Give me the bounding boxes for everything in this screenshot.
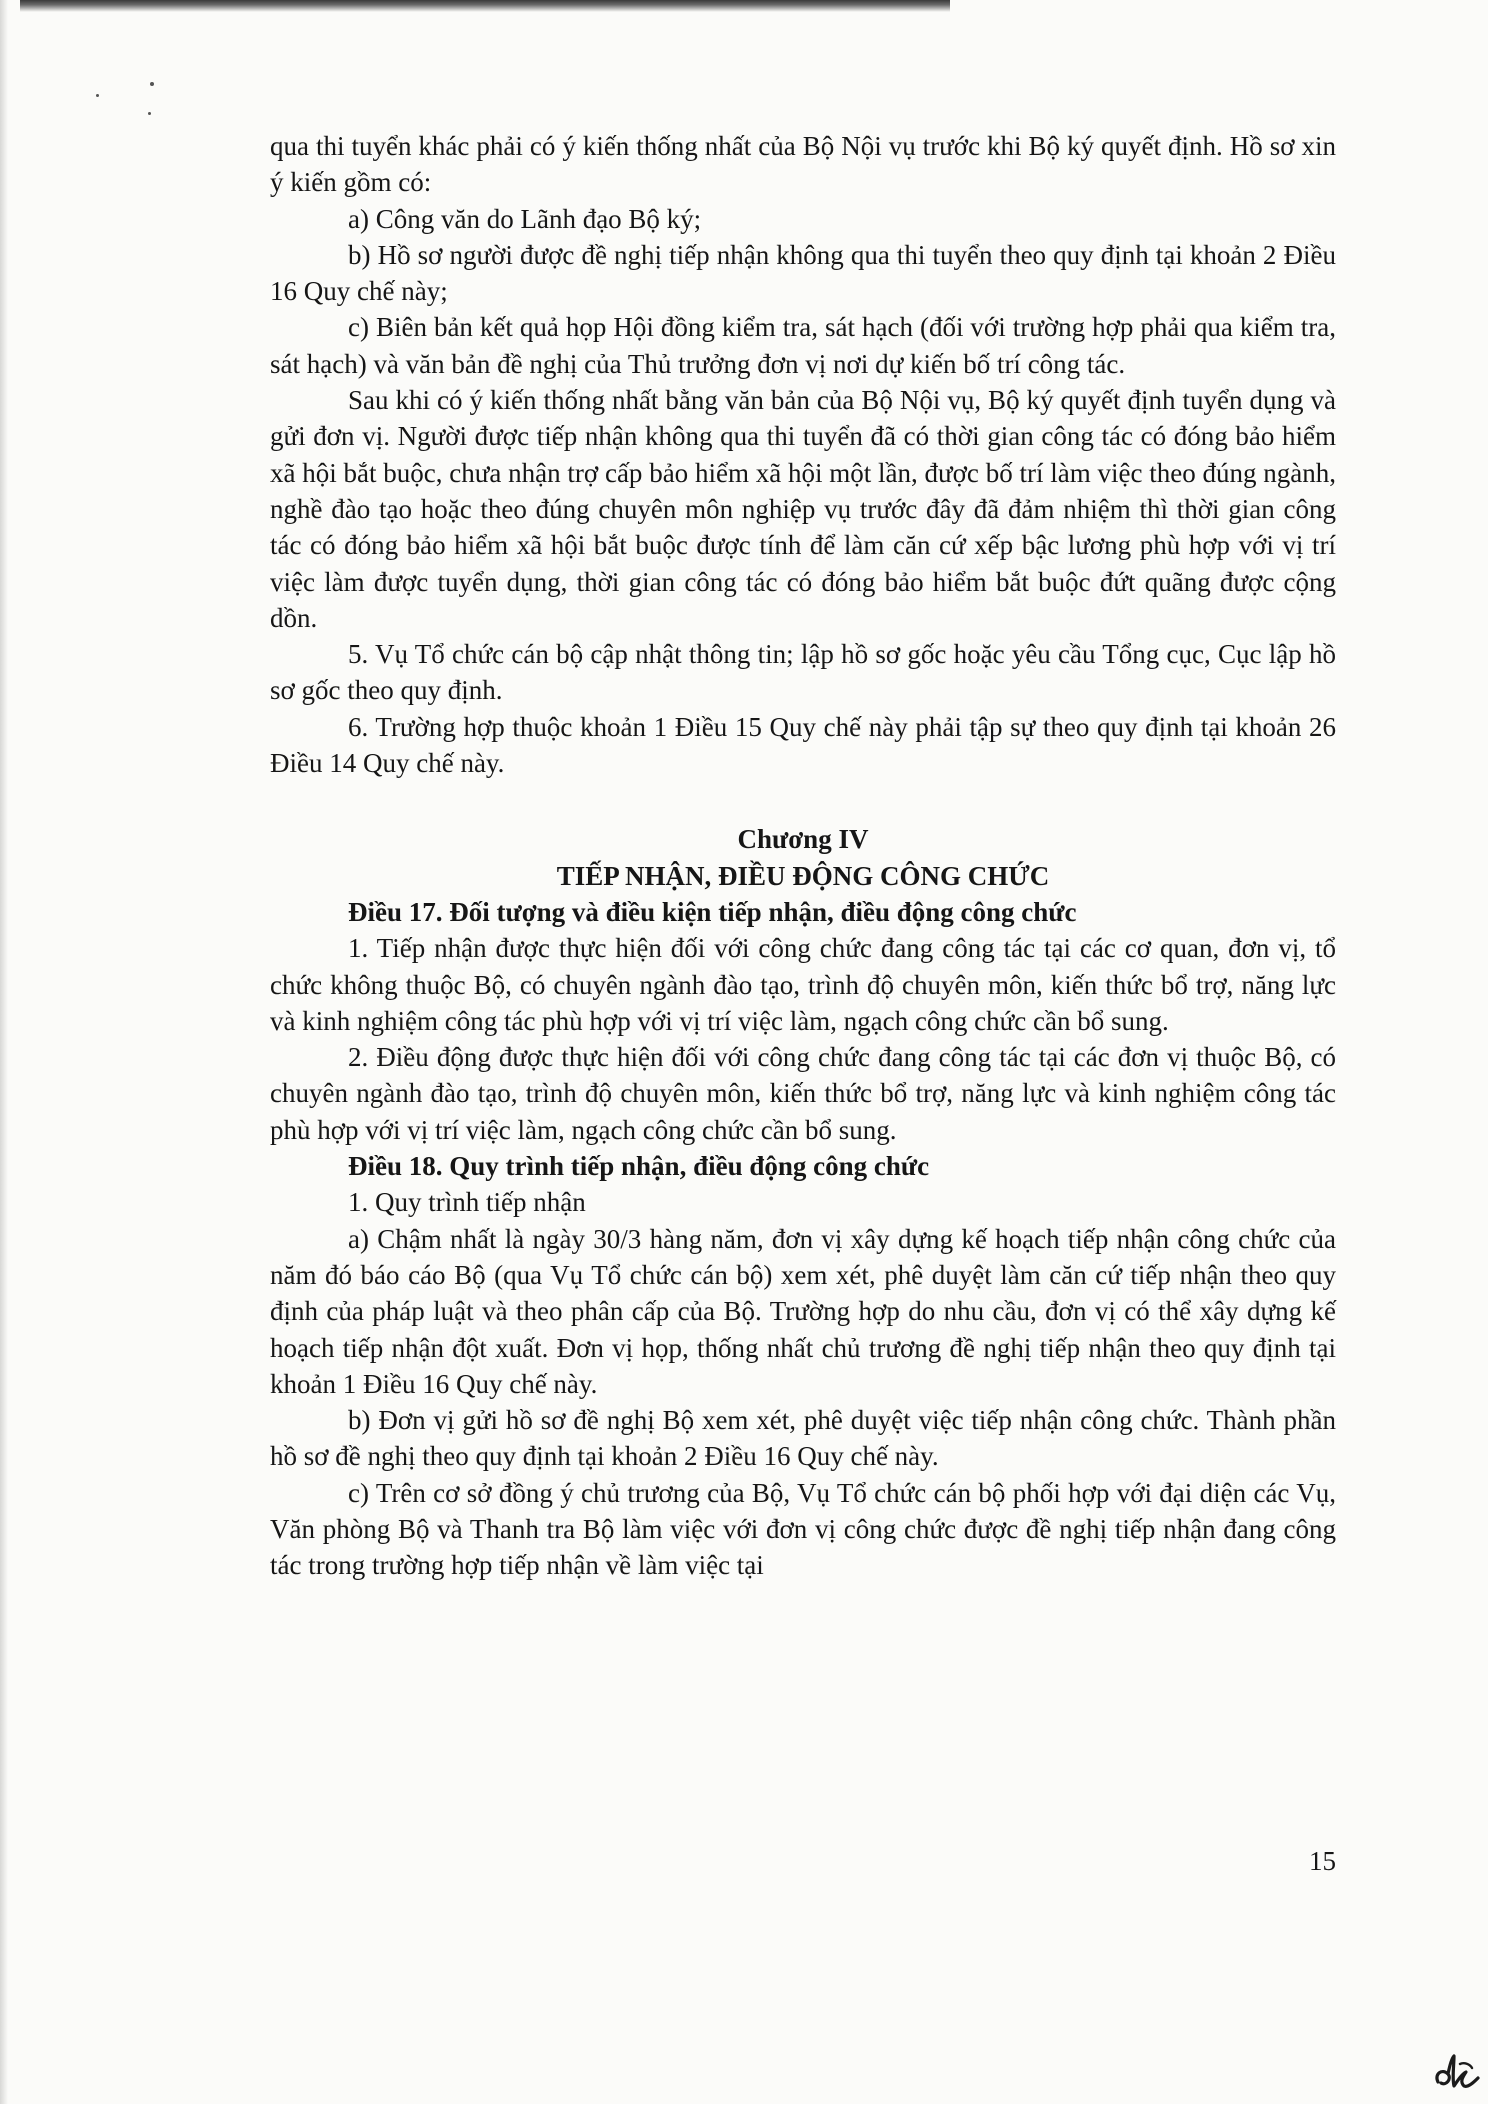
page-number: 15 (1309, 1846, 1336, 1876)
article-18-clause-1: 1. Quy trình tiếp nhận (348, 1187, 586, 1218)
paragraph-approval: Sau khi có ý kiến thống nhất bằng văn bản của Bộ Nội vụ, Bộ ký quyết định tuyển dụng và gửi đơn vị. Người được tiếp nhận không qua thi tuyển đã có thời gian công tác có đóng bảo hiểm xã hội bắt buộc, chưa nhận trợ cấp bảo hiểm xã hội một lần, được bố trí làm việc theo đúng ngành, nghề đào tạo hoặc theo đúng chuyên môn nghiệp vụ trước đây đã đảm nhiệm thì thời gian công tác có đóng bảo hiểm xã hội bắt buộc được tính để làm căn cứ xếp bậc lương phù hợp với vị trí việc làm được tuyển dụng, thời gian công tác có đóng bảo hiểm bắt buộc đứt quãng được cộng dồn. (270, 385, 1336, 633)
scan-shadow-left (0, 0, 8, 2104)
document-body (270, 128, 1336, 1584)
paragraph-continuation: qua thi tuyển khác phải có ý kiến thống nhất của Bộ Nội vụ trước khi Bộ ký quyết định. Hồ sơ xin ý kiến gồm có: (270, 131, 1336, 198)
scan-shadow-top (20, 0, 950, 12)
article-18-item-a: a) Chậm nhất là ngày 30/3 hàng năm, đơn vị xây dựng kế hoạch tiếp nhận công chức của năm đó báo cáo Bộ (qua Vụ Tổ chức cán bộ) xem xét, phê duyệt làm căn cứ tiếp nhận theo quy định của pháp luật và theo phân cấp của Bộ. Trường hợp do nhu cầu, đơn vị có thể xây dựng kế hoạch tiếp nhận đột xuất. Đơn vị họp, thống nhất chủ trương đề nghị tiếp nhận theo quy định tại khoản 1 Điều 16 Quy chế này. (270, 1223, 1336, 1399)
chapter-title: TIẾP NHẬN, ĐIỀU ĐỘNG CÔNG CHỨC (556, 860, 1050, 891)
article-18-item-c: c) Trên cơ sở đồng ý chủ trương của Bộ, Vụ Tổ chức cán bộ phối hợp với đại diện các Vụ, Văn phòng Bộ và Thanh tra Bộ làm việc với đơn vị công chức được đề nghị tiếp nhận đang công tác trong trường hợp tiếp nhận về làm việc tại (270, 1477, 1336, 1581)
list-item-c: c) Biên bản kết quả họp Hội đồng kiểm tra, sát hạch (đối với trường hợp phải qua kiểm tra, sát hạch) và văn bản đề nghị của Thủ trưởng đơn vị nơi dự kiến bố trí công tác. (270, 312, 1336, 379)
chapter-number: Chương IV (737, 824, 869, 855)
scan-speck (148, 112, 151, 115)
list-item-a: a) Công văn do Lãnh đạo Bộ ký; (348, 203, 702, 234)
article-17-clause-1: 1. Tiếp nhận được thực hiện đối với công chức đang công tác tại các cơ quan, đơn vị, tổ chức không thuộc Bộ, có chuyên ngành đào tạo, trình độ chuyên môn, kiến thức bổ trợ, năng lực và kinh nghiệm công tác phù hợp với vị trí việc làm, ngạch công chức cần bổ sung. (270, 933, 1336, 1036)
article-17-clause-2: 2. Điều động được thực hiện đối với công chức đang công tác tại các đơn vị thuộc Bộ, có chuyên ngành đào tạo, trình độ chuyên môn, kiến thức bổ trợ, năng lực và kinh nghiệm công tác phù hợp với vị trí việc làm, ngạch công chức cần bổ sung. (270, 1042, 1336, 1145)
clause-5: 5. Vụ Tổ chức cán bộ cập nhật thông tin; lập hồ sơ gốc hoặc yêu cầu Tổng cục, Cục lập hồ sơ gốc theo quy định. (270, 639, 1336, 706)
scan-speck (96, 94, 99, 97)
handwritten-initials-signature (1432, 2052, 1482, 2094)
article-17-title: Điều 17. Đối tượng và điều kiện tiếp nhận, điều động công chức (348, 896, 1077, 927)
article-18-title: Điều 18. Quy trình tiếp nhận, điều động công chức (348, 1151, 930, 1182)
clause-6: 6. Trường hợp thuộc khoản 1 Điều 15 Quy chế này phải tập sự theo quy định tại khoản 26 Điều 14 Quy chế này. (270, 711, 1336, 779)
scan-speck (150, 82, 154, 86)
list-item-b: b) Hồ sơ người được đề nghị tiếp nhận không qua thi tuyển theo quy định tại khoản 2 Điều 16 Quy chế này; (270, 239, 1336, 307)
article-18-item-b: b) Đơn vị gửi hồ sơ đề nghị Bộ xem xét, phê duyệt việc tiếp nhận công chức. Thành phần hồ sơ đề nghị theo quy định tại khoản 2 Điều 16 Quy chế này. (270, 1405, 1336, 1472)
